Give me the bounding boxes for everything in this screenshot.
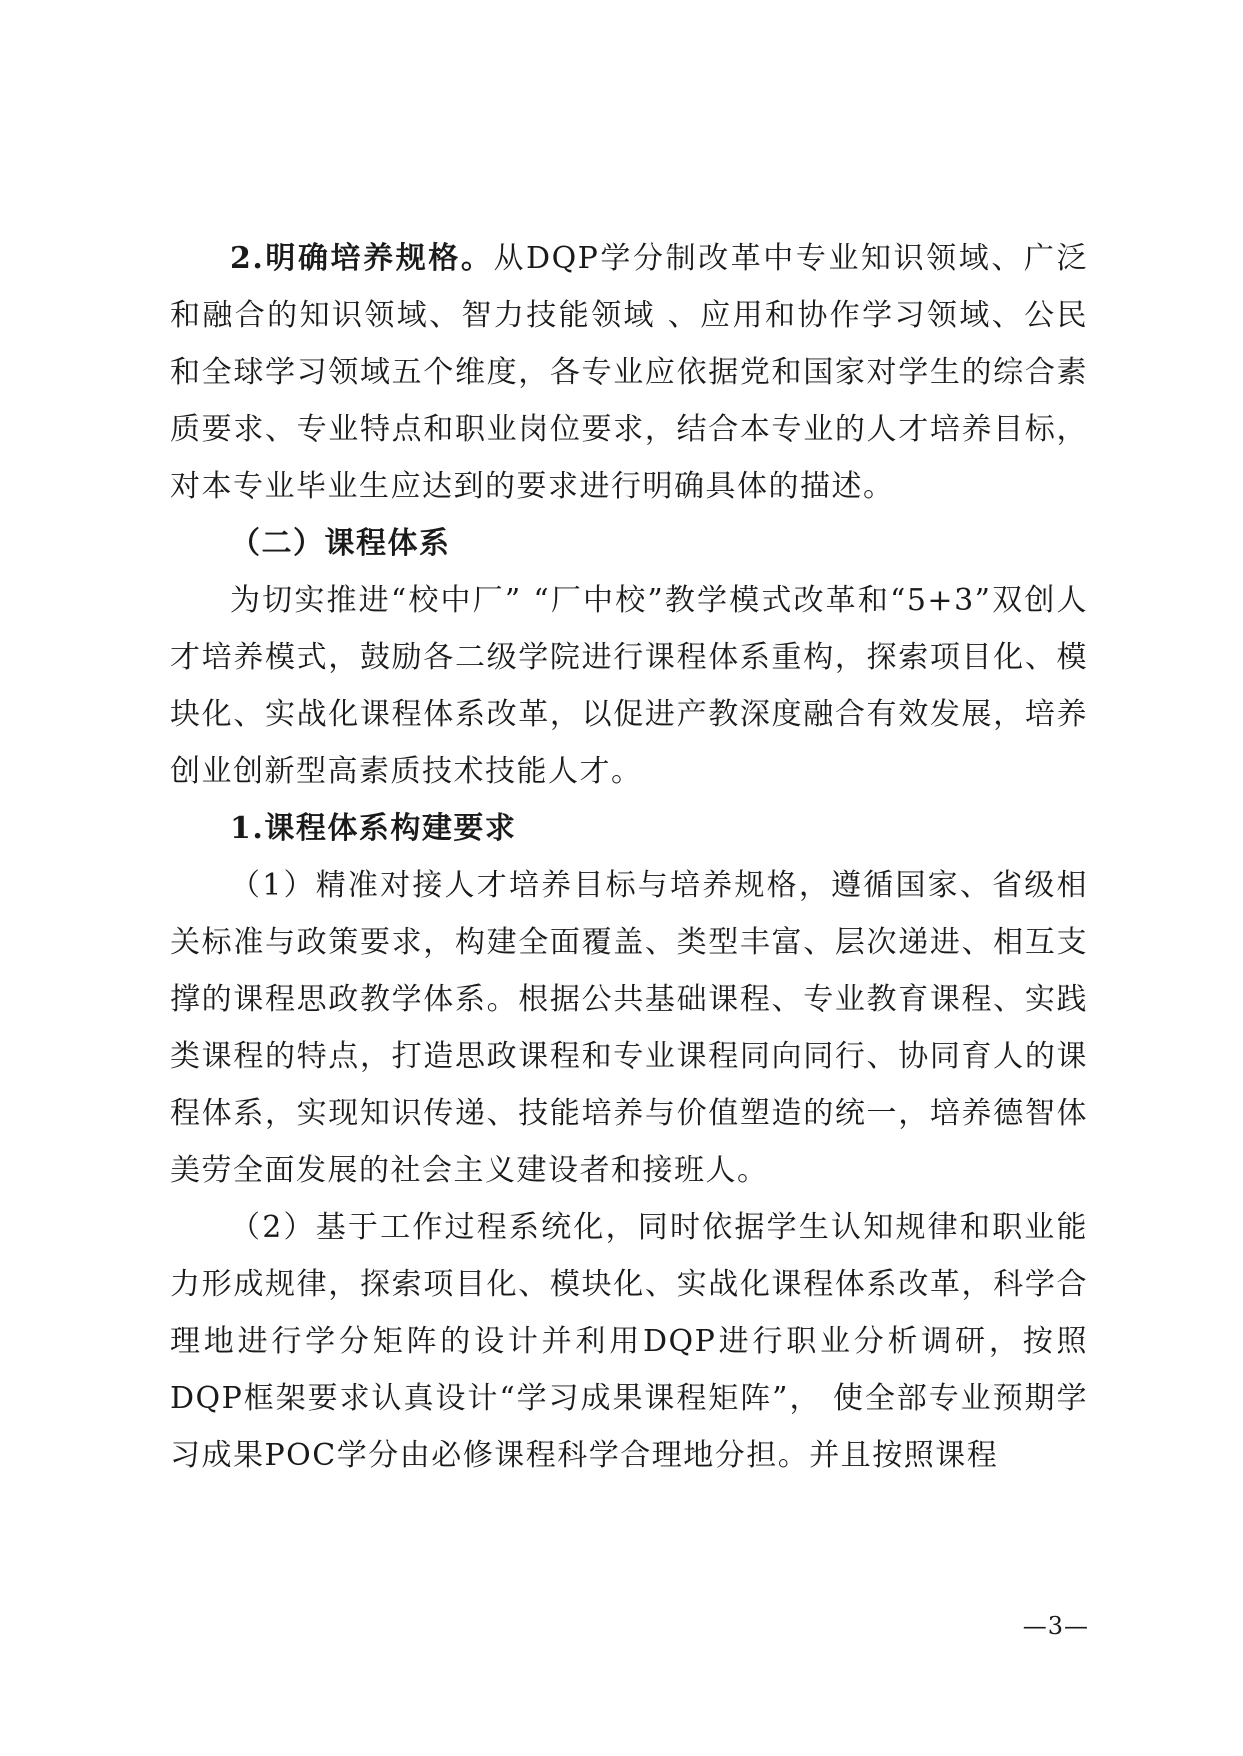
subsection-heading-requirements: 1.课程体系构建要求	[230, 811, 517, 846]
page-number: —3—	[1022, 1612, 1089, 1640]
paragraph-training-specs	[170, 230, 1088, 515]
document-body	[170, 230, 1088, 1484]
paragraph-requirement-2: （2）基于工作过程系统化，同时依据学生认知规律和职业能力形成规律，探索项目化、模块化、实战化课程体系改革，科学合理地进行学分矩阵的设计并利用DQP进行职业分析调研，按照DQP框架要求认真设计“学习成果课程矩阵”， 使全部专业预期学习成果POC学分由必修课程科学合理地分担。并且按照课程	[170, 1210, 1088, 1473]
paragraph-lead: 2.明确培养规格。	[230, 241, 494, 276]
section-heading-curriculum: （二）课程体系	[230, 526, 451, 561]
paragraph-requirement-1: （1）精准对接人才培养目标与培养规格，遵循国家、省级相关标准与政策要求，构建全面覆盖、类型丰富、层次递进、相互支撑的课程思政教学体系。根据公共基础课程、专业教育课程、实践类课程的特点，打造思政课程和专业课程同向同行、协同育人的课程体系，实现知识传递、技能培养与价值塑造的统一，培养德智体美劳全面发展的社会主义建设者和接班人。	[170, 868, 1088, 1188]
paragraph-text: 从DQP学分制改革中专业知识领域、广泛和融合的知识领域、智力技能领域 、应用和协作学习领域、公民和全球学习领域五个维度，各专业应依据党和国家对学生的综合素质要求、专业特点和职业岗位要求，结合本专业的人才培养目标，对本专业毕业生应达到的要求进行明确具体的描述。	[170, 241, 1088, 504]
paragraph-curriculum-intro: 为切实推进“校中厂” “厂中校”教学模式改革和“5+3”双创人才培养模式，鼓励各二级学院进行课程体系重构，探索项目化、模块化、实战化课程体系改革，以促进产教深度融合有效发展，培养创业创新型高素质技术技能人才。	[170, 583, 1088, 789]
